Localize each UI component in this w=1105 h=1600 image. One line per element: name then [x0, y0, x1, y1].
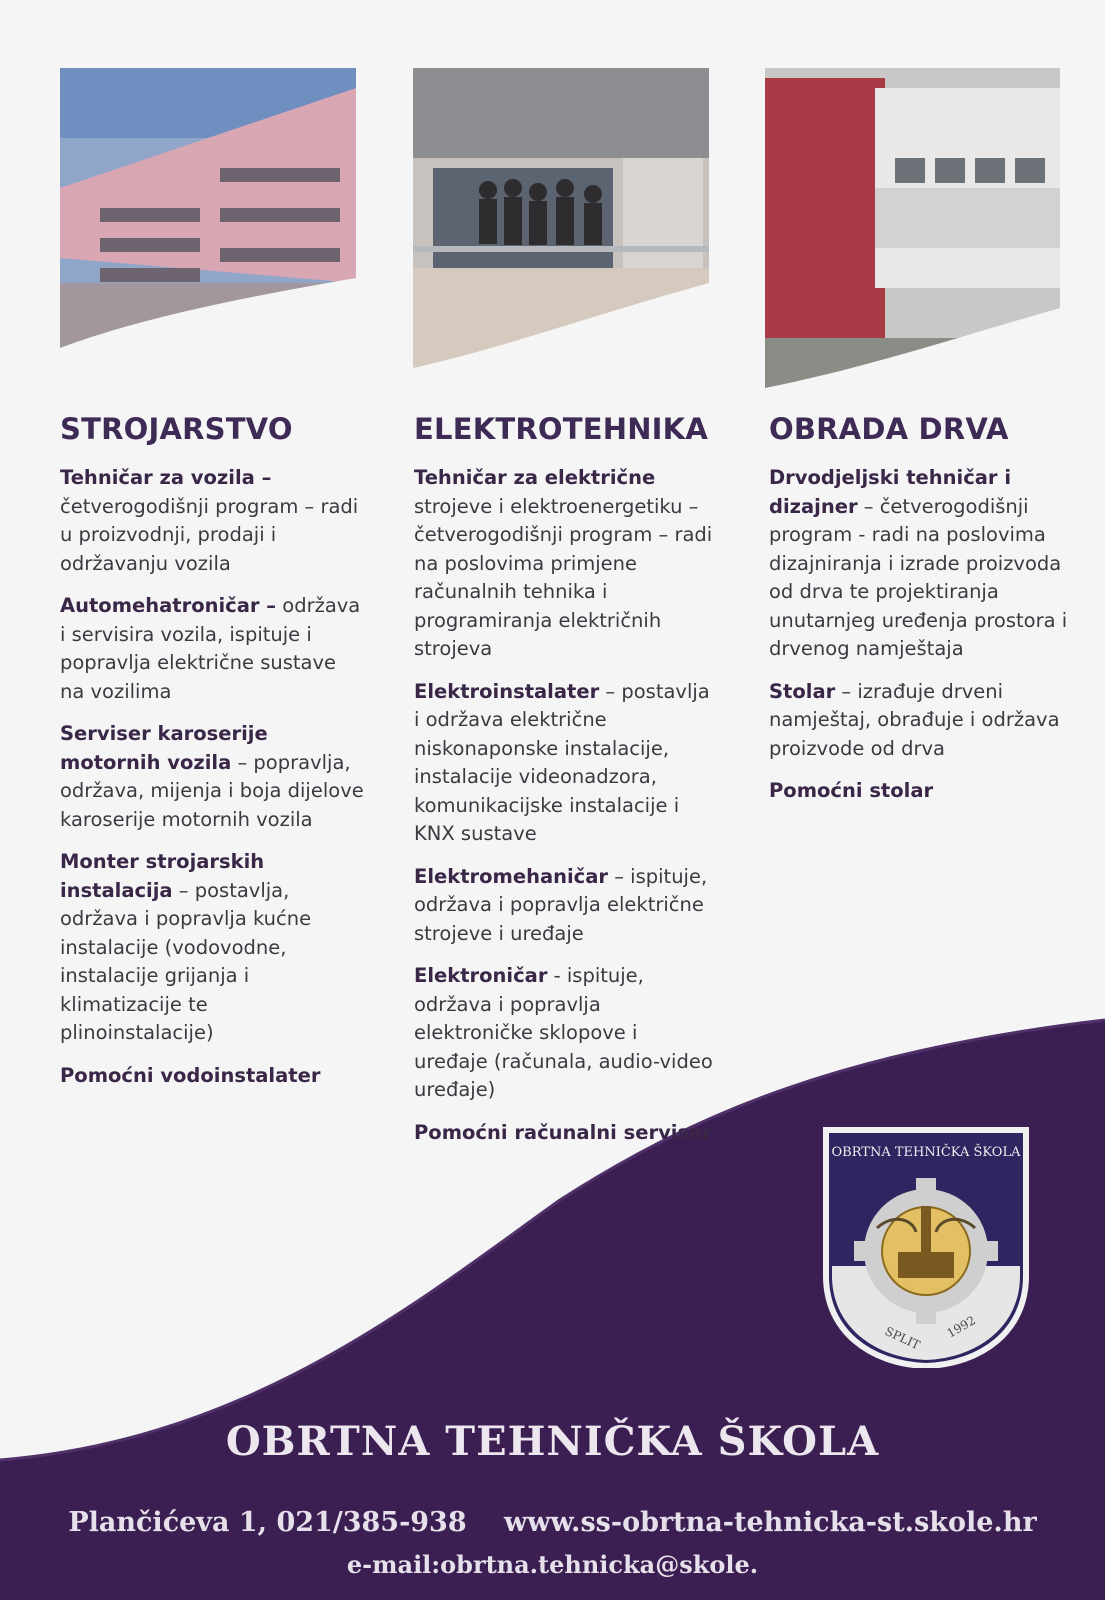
photo-elektrotehnika	[413, 68, 709, 398]
section-title: ELEKTROTEHNIKA	[414, 412, 708, 446]
program-entry: Elektromehaničar – ispituje, održava i popravlja električne strojeve i uređaje	[414, 864, 708, 945]
crest-year: 1992	[944, 1313, 978, 1341]
column-elektrotehnika	[414, 412, 714, 1161]
crest-city: SPLIT	[882, 1324, 923, 1353]
program-entry: Tehničar za električne strojeve i elektroenergetiku – četverogodišnji program – radi na poslovima primjene računalnih tehnika i programiranja električnih strojeva	[414, 466, 713, 660]
program-entry: Automehatroničar – održava i servisira vozila, ispituje i popravlja električne sustave na vozilima	[60, 594, 361, 703]
program-entry: Drvodjeljski tehničar i dizajner – četverogodišnji program - radi na poslovima dizajniranja i izrade proizvoda od drva te projektiranja unutarnjeg uređenja prostora i drvenog namještaja	[769, 466, 1068, 660]
crest-arc-text: OBRTNA TEHNIČKA ŠKOLA	[831, 1145, 1021, 1160]
column-strojarstvo	[60, 412, 365, 1104]
footer-website-link[interactable]: www.ss-obrtna-tehnicka-st.skole.hr	[504, 1507, 1037, 1538]
program-entry: Serviser karoserije motornih vozila – popravlja, održava, mijenja i boja dijelove karoserije motornih vozila	[60, 722, 364, 831]
program-entry: Elektroinstalater – postavlja i održava električne niskonaponske instalacije, instalacije videonadzora, komunikacijske instalacije i KNX sustave	[414, 679, 710, 845]
footer-address: Plančićeva 1, 021/385-938	[68, 1507, 467, 1538]
program-entry: Elektroničar - ispituje, održava i popravlja elektroničke sklopove i uređaje (računala, audio-video uređaje)	[414, 964, 713, 1101]
school-crest-logo	[822, 1126, 1030, 1368]
program-entry: Pomoćni stolar	[769, 779, 934, 802]
program-entry: Pomoćni računalni serviser	[414, 1120, 712, 1144]
column-obrada-drva	[769, 412, 1069, 820]
footer-email-link[interactable]: e-mail:obrtna.tehnicka@skole.	[346, 1550, 759, 1579]
section-title: OBRADA DRVA	[769, 412, 1009, 446]
program-entry: Tehničar za vozila – četverogodišnji program – radi u proizvodnji, prodaji i održavanju vozila	[60, 466, 359, 575]
photo-obrada-drva	[765, 68, 1060, 398]
program-entry: Pomoćni vodoinstalater	[60, 1063, 321, 1087]
photo-strojarstvo	[60, 68, 356, 398]
program-entry: Stolar – izrađuje drveni namještaj, obrađuje i održava proizvode od drva	[769, 679, 1060, 760]
section-title: STROJARSTVO	[60, 412, 293, 446]
footer-contact-line	[0, 1507, 1105, 1538]
program-entry: Monter strojarskih instalacija – postavlja, održava i popravlja kućne instalacije (vodovodne, instalacije grijanja i klimatizacije te plinoinstalacije)	[60, 850, 312, 1044]
footer-school-name: OBRTNA TEHNIČKA ŠKOLA	[225, 1418, 880, 1465]
